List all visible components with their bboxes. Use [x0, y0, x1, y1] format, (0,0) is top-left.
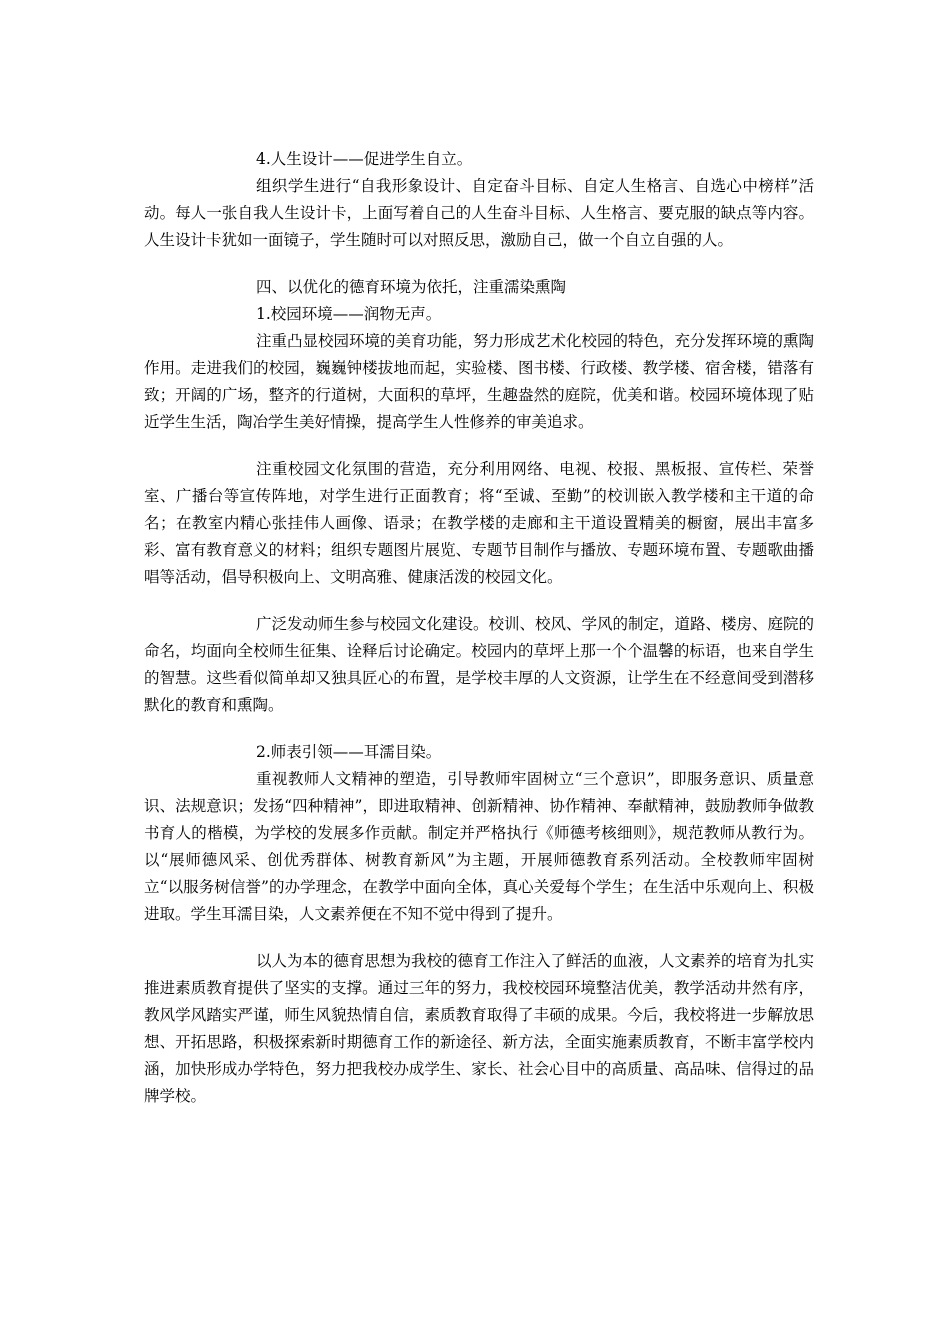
heading-teacher-example: 2.师表引领——耳濡目染。: [256, 743, 442, 761]
heading-life-design: 4.人生设计——促进学生自立。: [256, 150, 473, 168]
section-heading-environment: 四、以优化的德育环境为依托，注重濡染熏陶: [256, 278, 567, 296]
heading-campus-environment: 1.校园环境——润物无声。: [256, 305, 442, 323]
paragraph-gap: [144, 591, 814, 611]
paragraph-gap: [144, 436, 814, 456]
paragraph-gap: [144, 254, 814, 274]
document-page: [144, 146, 814, 1110]
paragraph-teacher-example: 重视教师人文精神的塑造，引导教师牢固树立“三个意识”，即服务意识、质量意识、法规意识；发扬“四种精神”，即进取精神、创新精神、协作精神、奉献精神，鼓励教师争做教书育人的楷模，为学校的发展多作贡献。制定并严格执行《师德考核细则》，规范教师从教行为。以“展师德风采、创优秀群体、树教育新风”为主题，开展师德教育系列活动。全校教师牢固树立“以服务树信誉”的办学理念，在教学中面向全体，真心关爱每个学生；在生活中乐观向上、积极进取。学生耳濡目染，人文素养便在不知不觉中得到了提升。: [144, 770, 814, 923]
paragraph-gap: [144, 928, 814, 948]
paragraph-campus-aesthetics: 注重凸显校园环境的美育功能，努力形成艺术化校园的特色，充分发挥环境的熏陶作用。走进我们的校园，巍巍钟楼拔地而起，实验楼、图书楼、行政楼、教学楼、宿舍楼，错落有致；开阔的广场，整齐的行道树，大面积的草坪，生趣盎然的庭院，优美和谐。校园环境体现了贴近学生生活，陶冶学生美好情操，提高学生人性修养的审美追求。: [144, 332, 815, 431]
paragraph-campus-culture: 注重校园文化氛围的营造，充分利用网络、电视、校报、黑板报、宣传栏、荣誉室、广播台等宣传阵地，对学生进行正面教育；将“至诚、至勤”的校训嵌入教学楼和主干道的命名；在教室内精心张挂伟人画像、语录；在教学楼的走廊和主干道设置精美的橱窗，展出丰富多彩、富有教育意义的材料；组织专题图片展览、专题节目制作与播放、专题环境布置、专题歌曲播唱等活动，倡导积极向上、文明高雅、健康活泼的校园文化。: [144, 460, 814, 586]
paragraph-conclusion: 以人为本的德育思想为我校的德育工作注入了鲜活的血液，人文素养的培育为扎实推进素质教育提供了坚实的支撑。通过三年的努力，我校校园环境整洁优美，教学活动井然有序，教风学风踏实严谨，师生风貌热情自信，素质教育取得了丰硕的成果。今后，我校将进一步解放思想、开拓思路，积极探索新时期德育工作的新途径、新方法，全面实施素质教育，不断丰富学校内涵，加快形成办学特色，努力把我校办成学生、家长、社会心目中的高质量、高品味、信得过的品牌学校。: [144, 952, 815, 1105]
paragraph-life-design: 组织学生进行“自我形象设计、自定奋斗目标、自定人生格言、自选心中榜样”活动。每人一张自我人生设计卡，上面写着自己的人生奋斗目标、人生格言、要克服的缺点等内容。人生设计卡犹如一面镜子，学生随时可以对照反思，激励自己，做一个自立自强的人。: [144, 177, 814, 249]
paragraph-gap: [144, 719, 814, 739]
paragraph-campus-participation: 广泛发动师生参与校园文化建设。校训、校风、学风的制定，道路、楼房、庭院的命名，均面向全校师生征集、诠释后讨论确定。校园内的草坪上那一个个温馨的标语，也来自学生的智慧。这些看似简单却又独具匠心的布置，是学校丰厚的人文资源，让学生在不经意间受到潜移默化的教育和熏陶。: [144, 615, 815, 714]
